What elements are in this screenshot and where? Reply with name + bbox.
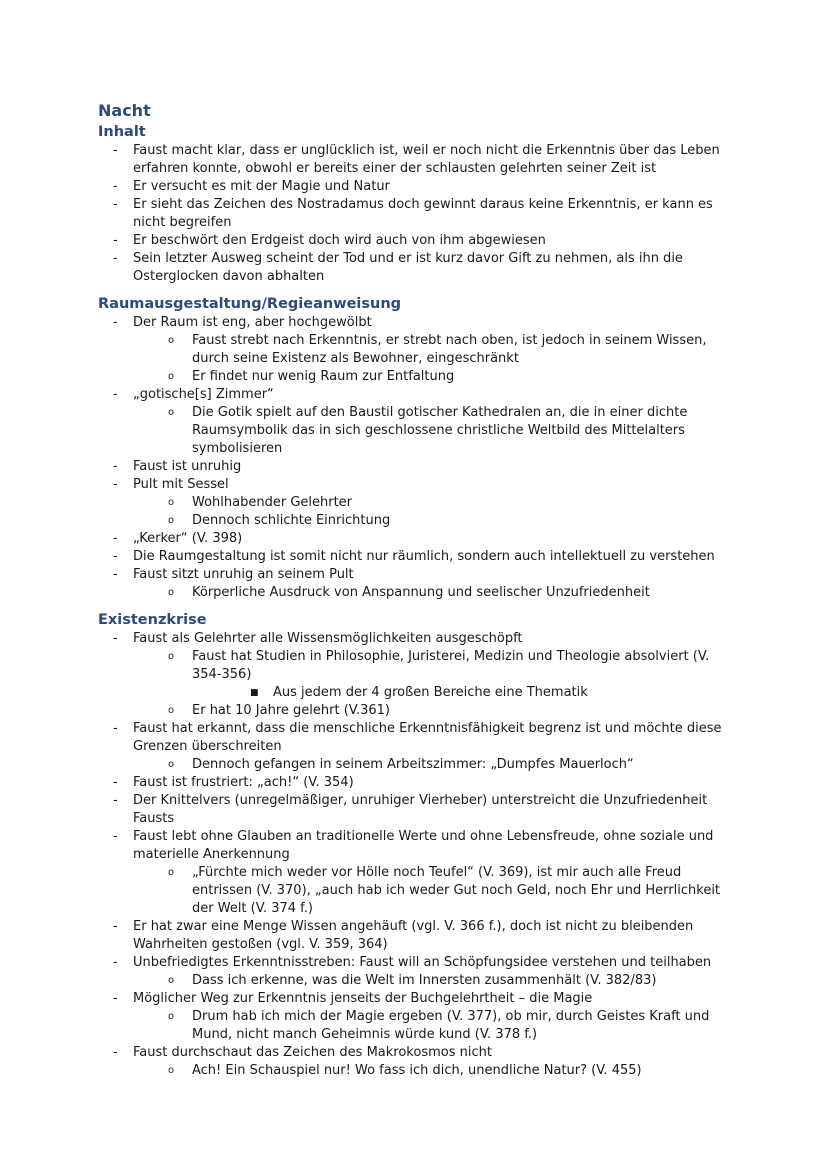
circle-bullet-icon: o (168, 651, 175, 662)
list-item-text: Faust durchschaut das Zeichen des Makrokosmos nicht (133, 1045, 492, 1060)
list-item (98, 774, 738, 792)
dash-bullet-icon: - (113, 549, 118, 564)
list-item-text: „Fürchte mich weder vor Hölle noch Teufel“ (V. 369), ist mir auch alle Freud entrissen (V. 370), „auch hab ich weder Gut noch Geld, noch Ehr und Herrlichkeit der Welt (V. 374 f.) (192, 865, 721, 916)
list-item (98, 232, 738, 250)
list-item-text: Faust sitzt unruhig an seinem Pult (133, 567, 354, 582)
dash-bullet-icon: - (113, 793, 118, 808)
list-item-text: Er hat zwar eine Menge Wissen angehäuft (vgl. V. 366 f.), doch ist nicht zu bleibenden Wahrheiten gestoßen (vgl. V. 359, 364) (133, 919, 694, 952)
list-item-text: Faust lebt ohne Glauben an traditionelle Werte und ohne Lebensfreude, ohne soziale und materielle Anerkennung (133, 829, 714, 862)
circle-bullet-icon: o (168, 407, 175, 418)
dash-bullet-icon: - (113, 829, 118, 844)
dash-bullet-icon: - (113, 459, 118, 474)
list-item-text: Der Knittelvers (unregelmäßiger, unruhiger Vierheber) unterstreicht die Unzufriedenheit Fausts (133, 793, 708, 826)
dash-bullet-icon: - (113, 233, 118, 248)
circle-bullet-icon: o (168, 497, 175, 508)
list-item-text: Dass ich erkenne, was die Welt im Innersten zusammenhält (V. 382/83) (192, 973, 657, 988)
circle-bullet-icon: o (168, 705, 175, 716)
dash-bullet-icon: - (113, 531, 118, 546)
list-item (98, 404, 738, 458)
list-item-text: Faust ist frustriert: „ach!“ (V. 354) (133, 775, 354, 790)
circle-bullet-icon: o (168, 335, 175, 346)
list-item (98, 332, 738, 368)
bullet-list (98, 314, 738, 602)
list-item (98, 990, 738, 1008)
list-item-text: „gotische[s] Zimmer“ (133, 387, 274, 402)
section (98, 294, 738, 602)
list-item-text: Faust strebt nach Erkenntnis, er strebt nach oben, ist jedoch in seinem Wissen, durch seine Existenz als Bewohner, eingeschränkt (192, 333, 707, 366)
dash-bullet-icon: - (113, 631, 118, 646)
list-item (98, 702, 738, 720)
list-item (98, 756, 738, 774)
list-item (98, 1044, 738, 1062)
list-item (98, 196, 738, 232)
list-item-text: Faust als Gelehrter alle Wissensmöglichkeiten ausgeschöpft (133, 631, 523, 646)
list-item-text: Faust macht klar, dass er unglücklich ist, weil er noch nicht die Erkenntnis über das Leben erfahren konnte, obwohl er bereits einer der schlausten gelehrten seiner Zeit ist (133, 143, 720, 176)
list-item (98, 476, 738, 494)
list-item (98, 548, 738, 566)
list-item (98, 530, 738, 548)
dash-bullet-icon: - (113, 477, 118, 492)
section-heading: Raumausgestaltung/Regieanweisung (98, 296, 402, 312)
list-item (98, 954, 738, 972)
list-item (98, 512, 738, 530)
list-item-text: Möglicher Weg zur Erkenntnis jenseits der Buchgelehrtheit – die Magie (133, 991, 593, 1006)
circle-bullet-icon: o (168, 1065, 175, 1076)
list-item (98, 630, 738, 648)
list-item-text: Die Gotik spielt auf den Baustil gotischer Kathedralen an, die in einer dichte Raumsymbolik das in sich geschlossene christliche Weltbild des Mittelalters symbolisieren (192, 405, 688, 456)
list-item-text: Ach! Ein Schauspiel nur! Wo fass ich dich, unendliche Natur? (V. 455) (192, 1063, 642, 1078)
circle-bullet-icon: o (168, 867, 175, 878)
list-item (98, 972, 738, 990)
list-item (98, 250, 738, 286)
list-item (98, 828, 738, 864)
list-item-text: Der Raum ist eng, aber hochgewölbt (133, 315, 372, 330)
bullet-list (98, 630, 738, 1080)
dash-bullet-icon: - (113, 179, 118, 194)
list-item-text: Er beschwört den Erdgeist doch wird auch von ihm abgewiesen (133, 233, 546, 248)
document-page (98, 100, 738, 1080)
list-item (98, 314, 738, 332)
dash-bullet-icon: - (113, 251, 118, 266)
dash-bullet-icon: - (113, 721, 118, 736)
list-item-text: Dennoch schlichte Einrichtung (192, 513, 391, 528)
list-item-text: Die Raumgestaltung ist somit nicht nur räumlich, sondern auch intellektuell zu verstehen (133, 549, 715, 564)
list-item (98, 458, 738, 476)
list-item-text: Pult mit Sessel (133, 477, 229, 492)
sections-container (98, 122, 738, 1080)
list-item-text: Dennoch gefangen in seinem Arbeitszimmer: „Dumpfes Mauerloch“ (192, 757, 634, 772)
list-item (98, 792, 738, 828)
list-item-text: „Kerker“ (V. 398) (133, 531, 243, 546)
dash-bullet-icon: - (113, 991, 118, 1006)
section (98, 122, 738, 286)
circle-bullet-icon: o (168, 1011, 175, 1022)
list-item (98, 494, 738, 512)
list-item-text: Sein letzter Ausweg scheint der Tod und er ist kurz davor Gift zu nehmen, als ihn die Osterglocken davon abhalten (133, 251, 683, 284)
circle-bullet-icon: o (168, 371, 175, 382)
dash-bullet-icon: - (113, 775, 118, 790)
dash-bullet-icon: - (113, 1045, 118, 1060)
list-item (98, 864, 738, 918)
list-item-text: Drum hab ich mich der Magie ergeben (V. 377), ob mir, durch Geistes Kraft und Mund, nicht manch Geheimnis würde kund (V. 378 f.) (192, 1009, 710, 1042)
list-item-text: Er findet nur wenig Raum zur Entfaltung (192, 369, 455, 384)
dash-bullet-icon: - (113, 919, 118, 934)
section-heading: Existenzkrise (98, 612, 207, 628)
section-heading: Inhalt (98, 124, 146, 140)
circle-bullet-icon: o (168, 759, 175, 770)
dash-bullet-icon: - (113, 197, 118, 212)
dash-bullet-icon: - (113, 143, 118, 158)
list-item (98, 1008, 738, 1044)
list-item-text: Er versucht es mit der Magie und Natur (133, 179, 390, 194)
list-item (98, 918, 738, 954)
list-item (98, 142, 738, 178)
list-item (98, 648, 738, 684)
list-item-text: Faust hat Studien in Philosophie, Juristerei, Medizin und Theologie absolviert (V. 354-356) (192, 649, 710, 682)
list-item (98, 178, 738, 196)
list-item-text: Faust hat erkannt, dass die menschliche Erkenntnisfähigkeit begrenz ist und möchte diese Grenzen überschreiten (133, 721, 722, 754)
list-item (98, 584, 738, 602)
list-item (98, 386, 738, 404)
list-item-text: Er hat 10 Jahre gelehrt (V.361) (192, 703, 391, 718)
circle-bullet-icon: o (168, 587, 175, 598)
square-bullet-icon: ■ (250, 688, 259, 698)
circle-bullet-icon: o (168, 975, 175, 986)
dash-bullet-icon: - (113, 955, 118, 970)
dash-bullet-icon: - (113, 315, 118, 330)
list-item-text: Er sieht das Zeichen des Nostradamus doch gewinnt daraus keine Erkenntnis, er kann es nicht begreifen (133, 197, 713, 230)
list-item (98, 720, 738, 756)
dash-bullet-icon: - (113, 567, 118, 582)
bullet-list (98, 142, 738, 286)
section (98, 610, 738, 1080)
circle-bullet-icon: o (168, 515, 175, 526)
list-item (98, 368, 738, 386)
list-item (98, 566, 738, 584)
list-item (98, 1062, 738, 1080)
dash-bullet-icon: - (113, 387, 118, 402)
list-item-text: Körperliche Ausdruck von Anspannung und seelischer Unzufriedenheit (192, 585, 650, 600)
list-item-text: Unbefriedigtes Erkenntnisstreben: Faust will an Schöpfungsidee verstehen und teilhaben (133, 955, 712, 970)
document-title: Nacht (98, 101, 151, 120)
list-item-text: Aus jedem der 4 großen Bereiche eine Thematik (273, 685, 588, 700)
list-item-text: Wohlhabender Gelehrter (192, 495, 353, 510)
list-item-text: Faust ist unruhig (133, 459, 242, 474)
list-item (98, 684, 738, 702)
